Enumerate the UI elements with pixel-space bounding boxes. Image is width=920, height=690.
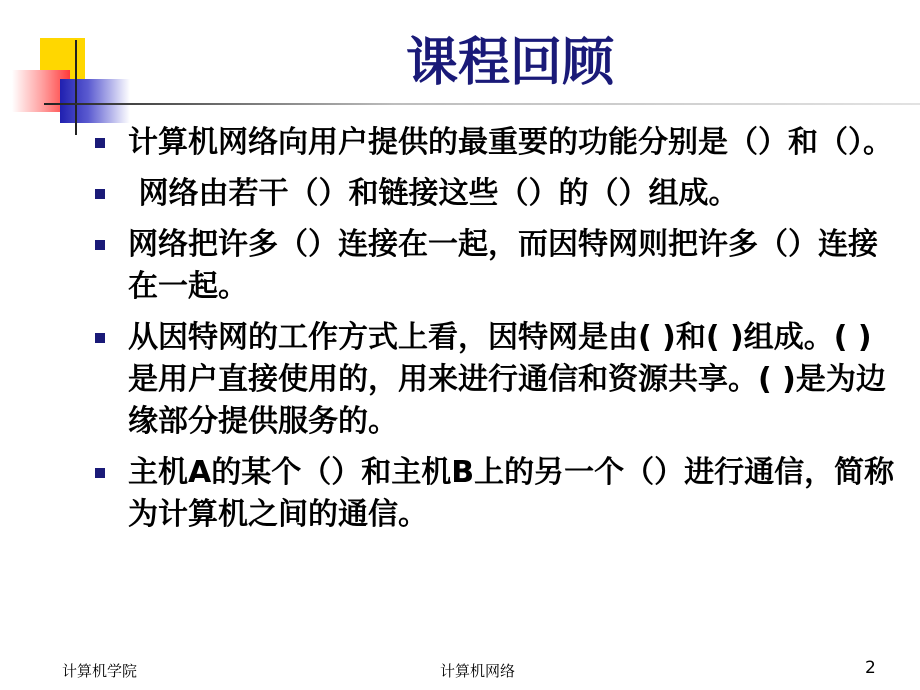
corner-decoration-blue-bar [60,79,130,123]
bullet-text: 主机A的某个（）和主机B上的另一个（）进行通信，简称为计算机之间的通信。 [128,455,895,532]
footer-organization: 计算机学院 [62,662,138,680]
corner-decoration-vertical-line [75,40,77,135]
bullet-item [95,224,895,308]
bullet-item [95,452,895,536]
square-bullet-icon [95,468,105,478]
bullet-item [95,122,895,164]
bullet-text: 计算机网络向用户提供的最重要的功能分别是（）和（）。 [128,125,893,160]
title-underline [44,103,920,105]
square-bullet-icon [95,333,105,343]
square-bullet-icon [95,189,105,199]
bullet-text: 从因特网的工作方式上看，因特网是由( )和( )组成。( )是用户直接使用的，用来进行通信和资源共享。( )是为边缘部分提供服务的。 [128,320,886,439]
bullet-text: 网络把许多（）连接在一起，而因特网则把许多（）连接在一起。 [128,227,878,304]
footer-course-title: 计算机网络 [440,662,516,680]
page-number: 2 [865,658,876,678]
bullet-item [95,173,895,215]
bullet-item [95,317,895,443]
square-bullet-icon [95,240,105,250]
bullet-text: 网络由若干（）和链接这些（）的（）组成。 [128,176,739,211]
square-bullet-icon [95,138,105,148]
slide-title: 课程回顾 [405,33,614,93]
bullet-list [95,122,895,545]
